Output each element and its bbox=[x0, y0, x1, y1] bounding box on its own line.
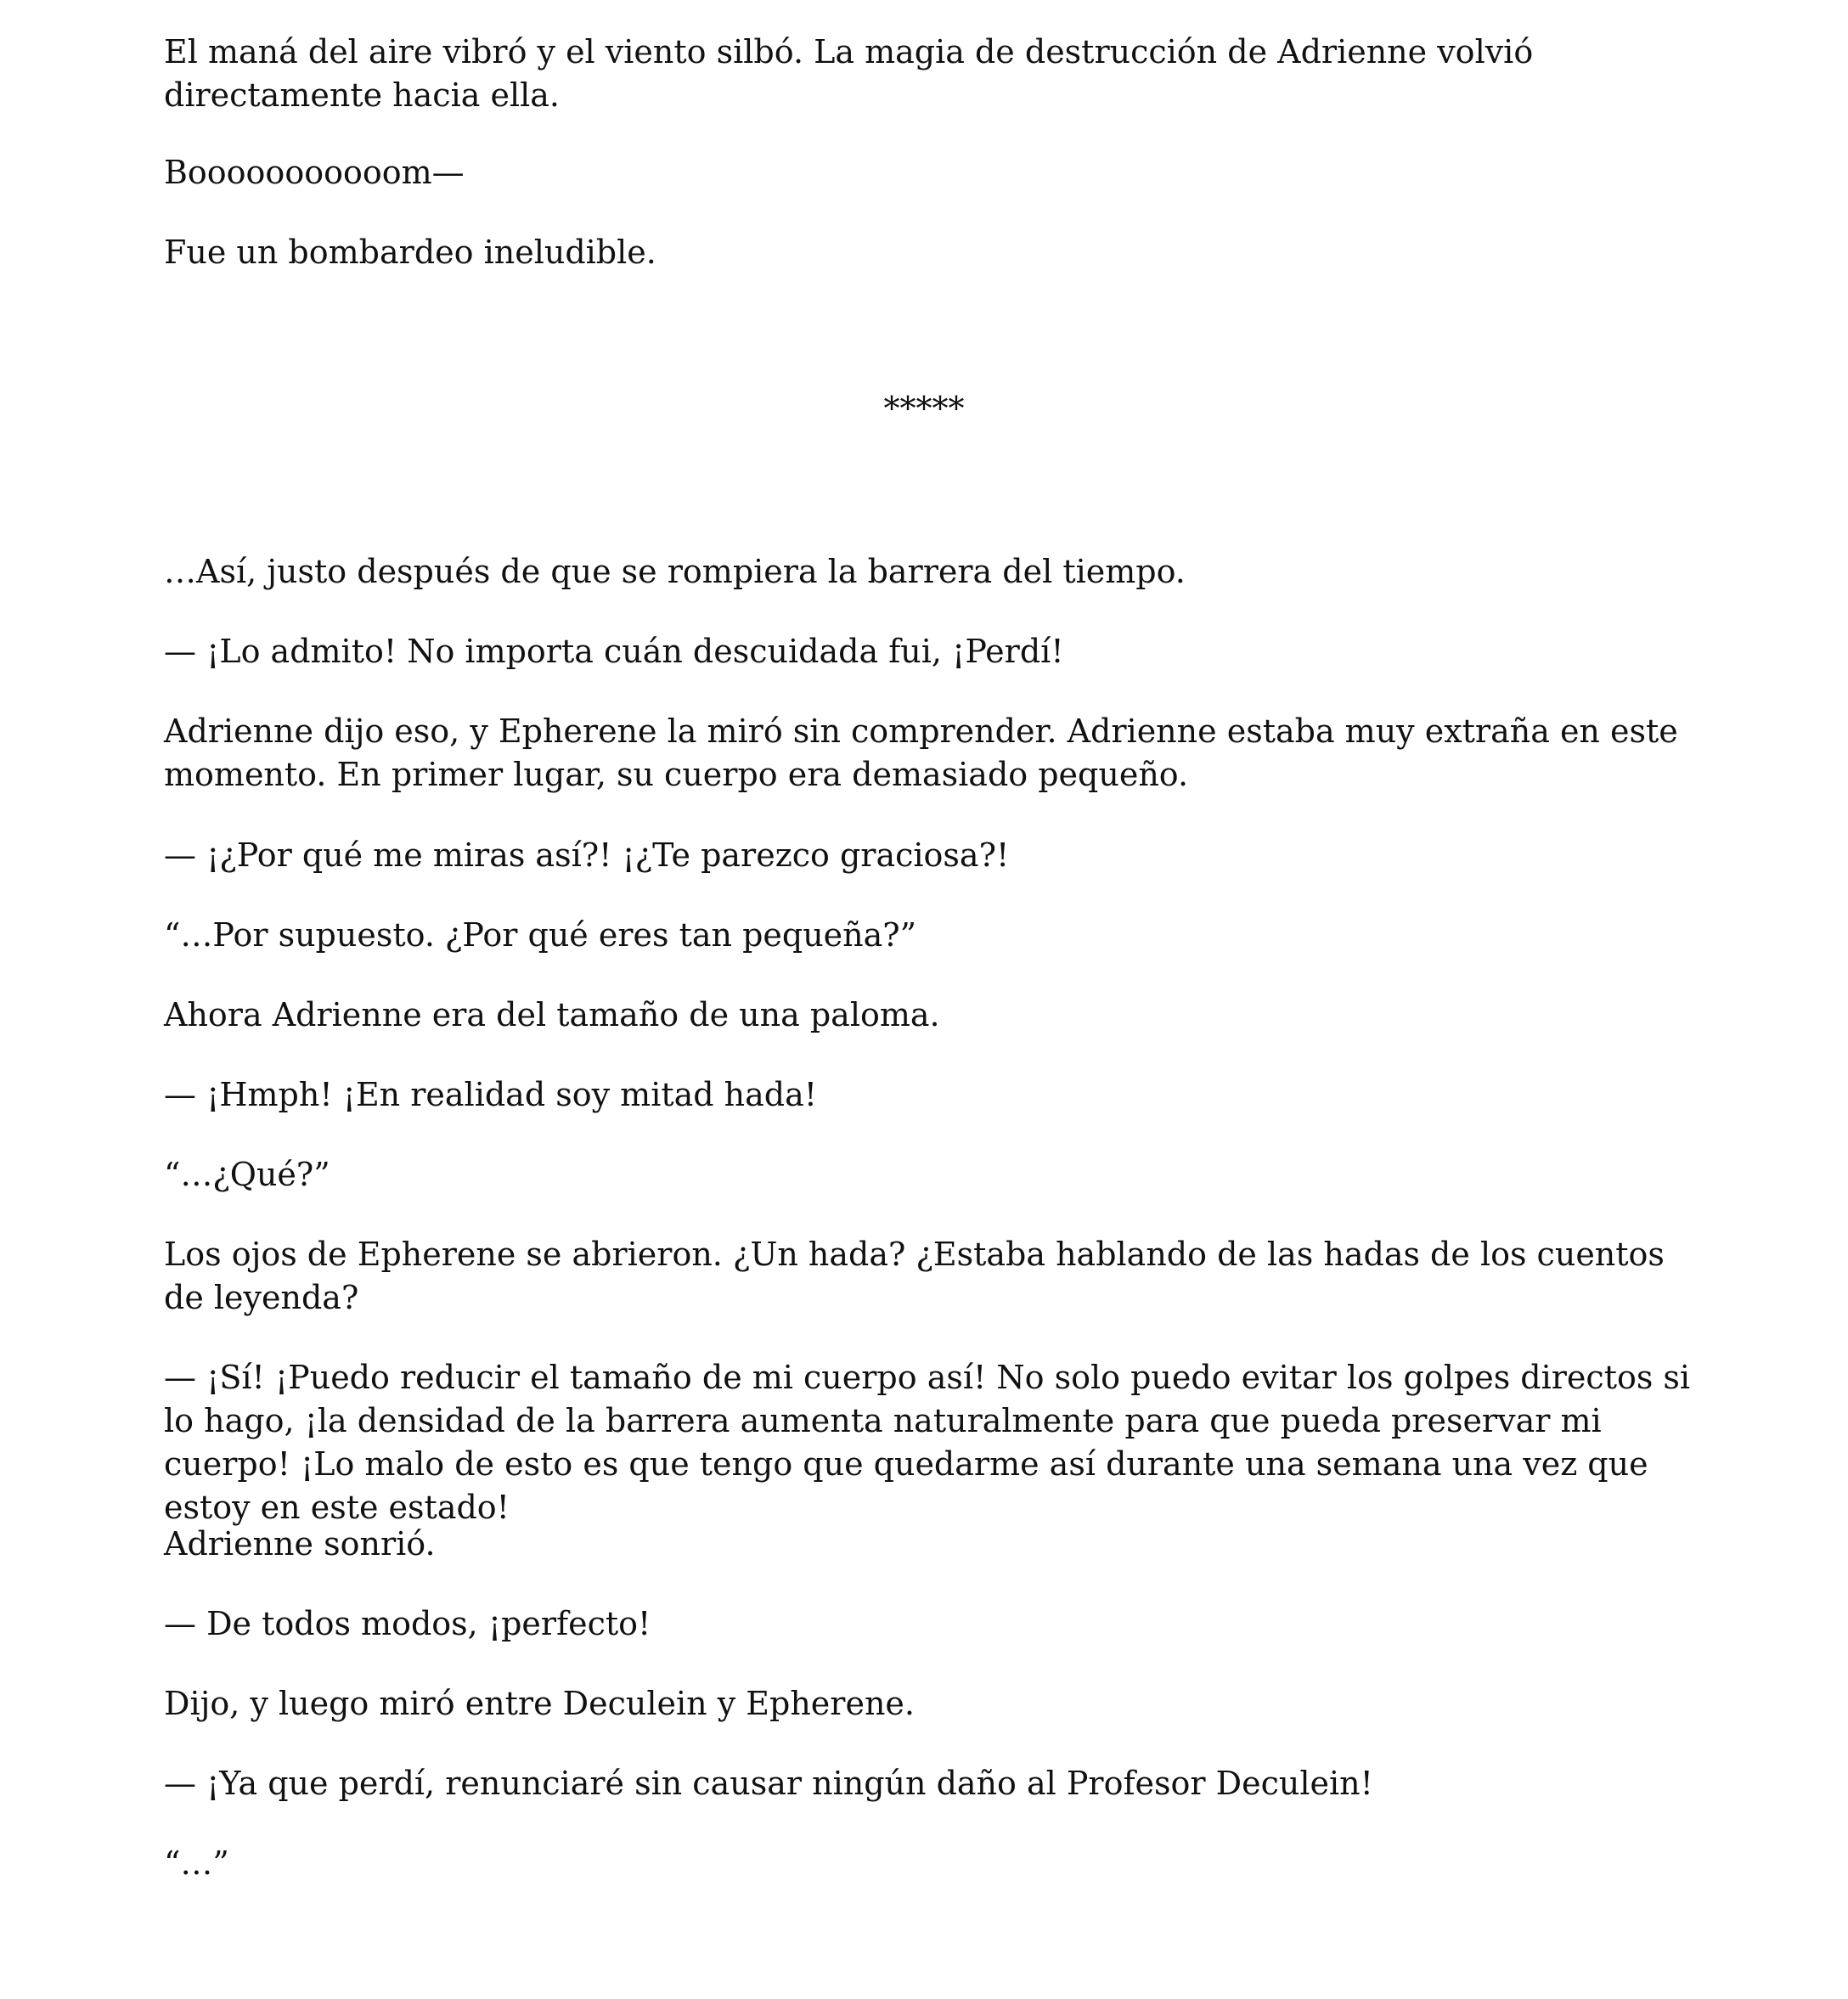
dialogue-ellipsis: “…” bbox=[164, 1844, 229, 1882]
paragraph-time-barrier: …Así, justo después de que se rompiera la barrera del tiempo. bbox=[164, 553, 1186, 590]
paragraph-eyes-open: Los ojos de Epherene se abrieron. ¿Un hada? ¿Estaba hablando de las hadas de los cuentos de leyenda? bbox=[164, 1236, 1665, 1316]
paragraph-looked-between: Dijo, y luego miró entre Deculein y Epherene. bbox=[164, 1685, 915, 1722]
dialogue-perfect: — De todos modos, ¡perfecto! bbox=[164, 1605, 651, 1642]
dialogue-why-look: — ¡¿Por qué me miras así?! ¡¿Te parezco graciosa?! bbox=[164, 836, 1010, 874]
dialogue-admit-loss: — ¡Lo admito! No importa cuán descuidada fui, ¡Perdí! bbox=[164, 633, 1064, 670]
paragraph-mana-vibration: El maná del aire vibró y el viento silbó. La magia de destrucción de Adrienne volvió directamente hacia ella. bbox=[164, 33, 1534, 114]
paragraph-boom-sound: Booooooooooom— bbox=[164, 154, 465, 191]
dialogue-renounce: — ¡Ya que perdí, renunciaré sin causar ningún daño al Profesor Deculein! bbox=[164, 1765, 1373, 1802]
dialogue-what: “…¿Qué?” bbox=[164, 1156, 330, 1193]
paragraph-dove-size: Ahora Adrienne era del tamaño de una paloma. bbox=[164, 996, 940, 1033]
paragraph-adrienne-smiled: Adrienne sonrió. bbox=[164, 1525, 436, 1563]
paragraph-bombardment: Fue un bombardeo ineludible. bbox=[164, 234, 656, 271]
dialogue-why-small: “…Por supuesto. ¿Por qué eres tan pequeña?” bbox=[164, 916, 917, 954]
dialogue-half-fairy: — ¡Hmph! ¡En realidad soy mitad hada! bbox=[164, 1076, 818, 1113]
paragraph-epherene-stares: Adrienne dijo eso, y Epherene la miró sin comprender. Adrienne estaba muy extraña en este momento. En primer lugar, su cuerpo era demasiado pequeño. bbox=[164, 712, 1678, 793]
scene-separator: ***** bbox=[883, 390, 965, 427]
dialogue-reduce-size: — ¡Sí! ¡Puedo reducir el tamaño de mi cuerpo así! No solo puedo evitar los golpes directos si lo hago, ¡la densidad de la barrera aumenta naturalmente para que pueda preservar mi cuerpo! ¡Lo malo de esto es que tengo que quedarme así durante una semana una vez que estoy en este estado! bbox=[164, 1359, 1691, 1526]
